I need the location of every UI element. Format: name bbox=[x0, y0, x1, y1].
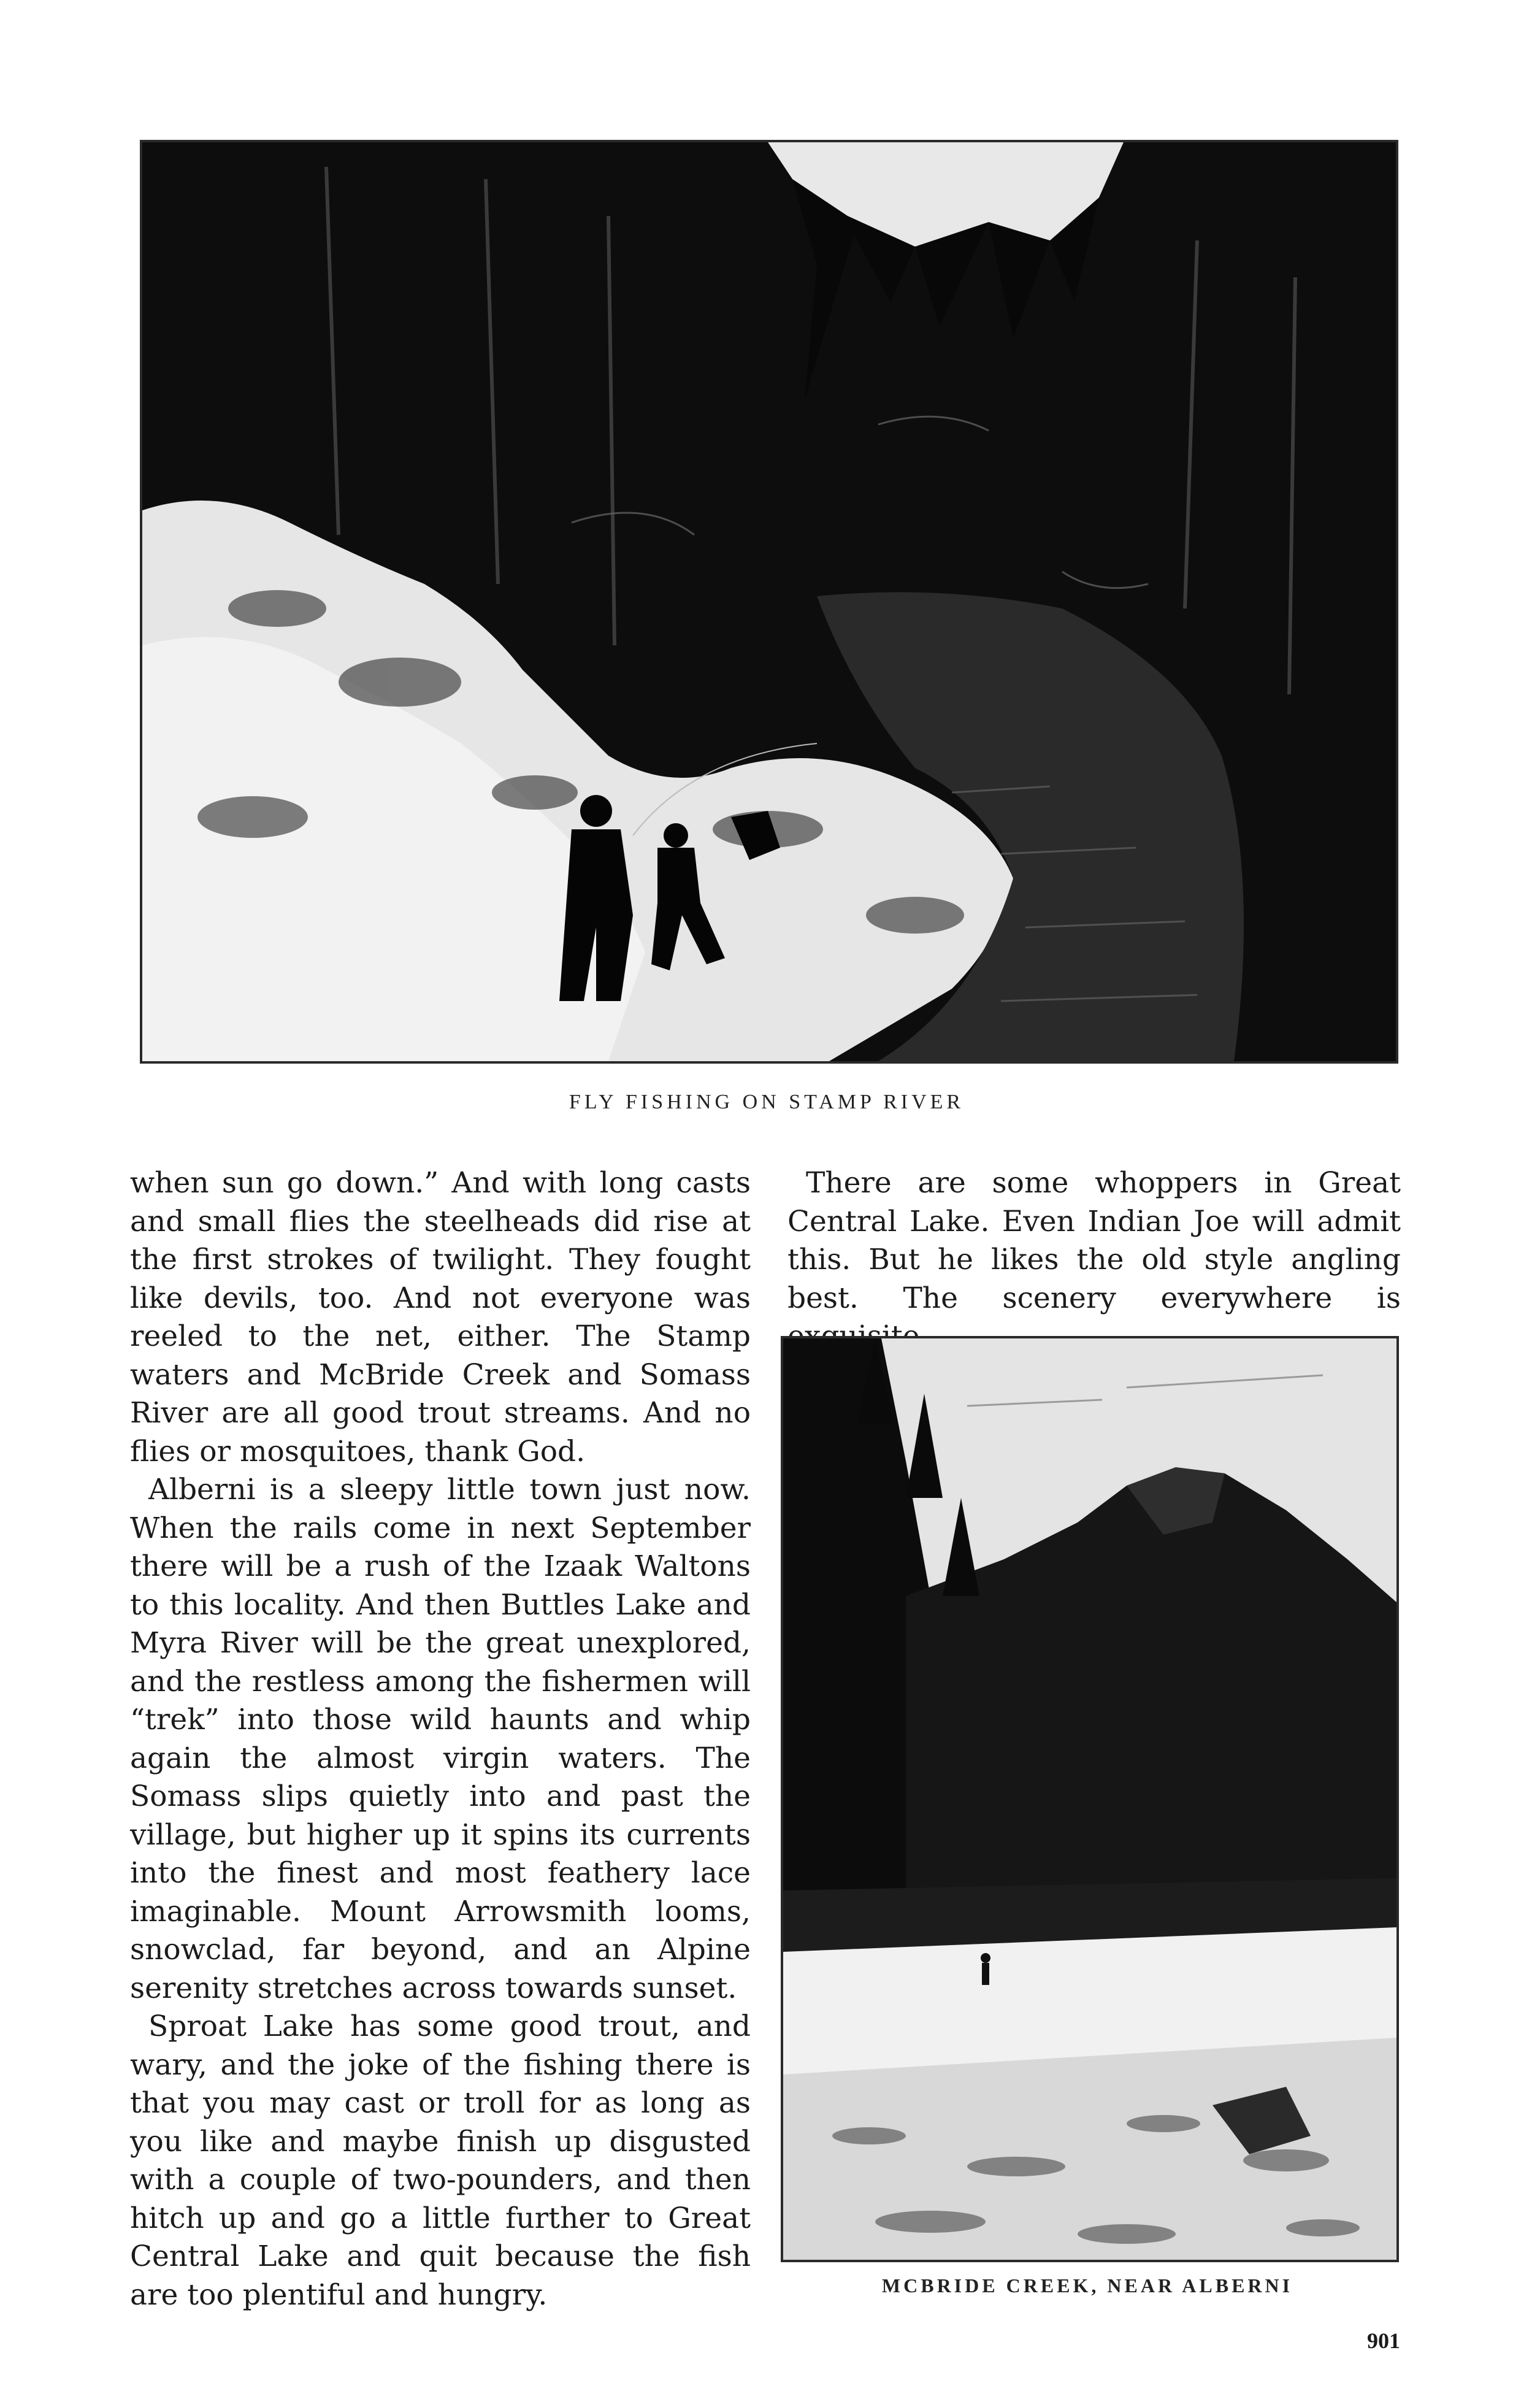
mcbride-creek-photo-illustration bbox=[783, 1338, 1396, 2260]
photo-caption-top: FLY FISHING ON STAMP RIVER bbox=[569, 1091, 965, 1113]
paragraph: There are some whoppers in Great Central Lake. Even Indian Joe will admit this. But he likes the old style angling best. The scenery everywhere is bbox=[787, 1166, 1401, 1315]
text-column-left bbox=[130, 1164, 751, 2314]
text-column-right bbox=[787, 1164, 1401, 1356]
paragraph: when sun go down.” And with long casts and small flies the steelheads did rise at the first strokes of twilight. They fought like devils, too. And not everyone was reeled to the net, either. The Stamp waters and McBride Creek and Somass River are all good trout streams. And no flies or mosquitoes, thank God. bbox=[130, 1166, 751, 1468]
paragraph: Alberni is a sleepy little town just now. When the rails come in next September there will be a rush of the Izaak Waltons to this locality. And then Buttles Lake and Myra River will be the great unexplored, and the restless among the fishermen will “trek” into those wild haunts and whip again the almost virgin waters. The Somass slips quietly into and past the village, but higher up it spins its currents into the finest and most feathery lace imaginable. Mount Arrowsmith looms, snowclad, far beyond, and an Alpine serenity stretches across towards sunset. bbox=[130, 1473, 751, 2005]
fly-fishing-photo-illustration bbox=[142, 142, 1396, 1061]
page-number: 901 bbox=[1367, 2328, 1400, 2353]
fly-fishing-photo bbox=[140, 140, 1398, 1064]
paragraph: Sproat Lake has some good trout, and wary, and the joke of the fishing there is that you may cast or troll for as long as you like and maybe finish up disgusted with a couple of two-pounders, and then hitch up and go a little further to Great Central Lake and quit because the fish are too plentiful and hungry. bbox=[130, 2009, 751, 2312]
photo-caption-right: MCBRIDE CREEK, NEAR ALBERNI bbox=[881, 2274, 1293, 2297]
mcbride-creek-photo bbox=[781, 1336, 1399, 2262]
